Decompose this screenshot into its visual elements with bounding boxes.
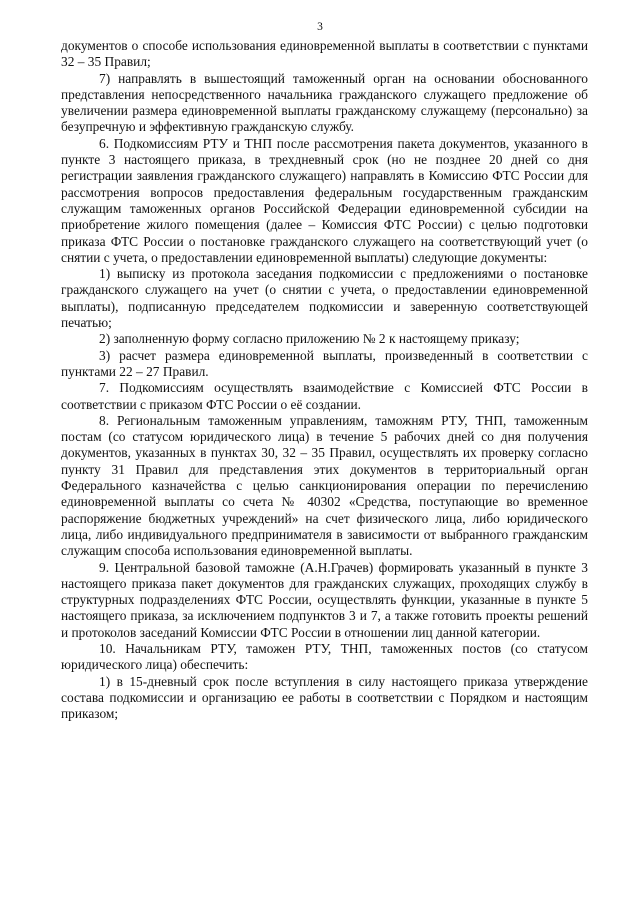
paragraph-section-9: 9. Центральной базовой таможне (А.Н.Грачев) формировать указанный в пункте 3 настоящего приказа пакет документов для гражданских служащих, проходящих службу в структурных подразделениях ФТС России, осуществлять функции, указанные в пункте 5 настоящего приказа, за исключением подпунктов 3 и 7, а также готовить проекты решений и протоколов заседаний Комиссии ФТС России в отношении лиц данной категории. xyxy=(61,559,588,640)
paragraph-item-2: 2) заполненную форму согласно приложению № 2 к настоящему приказу; xyxy=(99,331,520,347)
paragraph-section-6: 6. Подкомиссиям РТУ и ТНП после рассмотрения пакета документов, указанного в пункте 3 настоящего приказа, в трехдневный срок (но не позднее 20 дней со дня регистрации заявления гражданского служащего) направлять в Комиссию ФТС России для рассмотрения вопросов предоставления федеральным государственным гражданским служащим таможенных органов Российской Федерации единовременной субсидии на приобретение жилого помещения (далее – Комиссия ФТС России) с целью подготовки приказа ФТС России о постановке гражданского служащего на соответствующий учет (о снятии с учета, о предоставлении единовременной выплаты) следующие документы: xyxy=(61,135,588,265)
paragraph-item-1: 1) выписку из протокола заседания подкомиссии с предложениями о постановке гражданского служащего на учет (о снятии с учета, о предоставлении единовременной выплаты), подписанную председателем подкомиссии и заверенную соответствующей печатью; xyxy=(61,266,588,331)
paragraph-section-10: 10. Начальникам РТУ, таможен РТУ, ТНП, таможенных постов (со статусом юридического лица) обеспечить: xyxy=(61,640,588,673)
document-body xyxy=(61,38,588,722)
paragraph-item-1-section-10: 1) в 15-дневный срок после вступления в силу настоящего приказа утверждение состава подкомиссии и организацию ее работы в соответствии с Порядком и настоящим приказом; xyxy=(61,673,588,722)
paragraph-item-3: 3) расчет размера единовременной выплаты, произведенный в соответствии с пунктами 22 – 27 Правил. xyxy=(61,347,588,379)
paragraph-section-7: 7. Подкомиссиям осуществлять взаимодействие с Комиссией ФТС России в соответствии с приказом ФТС России о её создании. xyxy=(61,380,588,412)
paragraph-section-8: 8. Региональным таможенным управлениям, таможням РТУ, ТНП, таможенным постам (со статусом юридического лица) в течение 5 рабочих дней со дня получения документов, указанных в пунктах 30, 32 – 35 Правил, осуществлять их проверку согласно пункту 31 Правил для представления этих документов в территориальный орган Федерального казначейства с целью санкционирования операции по перечислению единовременной выплаты со счета № 40302 «Средства, поступающие во временное распоряжение бюджетных учреждений» на счет физического лица, либо юридического лица, либо индивидуального предпринимателя в зависимости от выбранного гражданским служащим способа использования единовременной выплаты. xyxy=(61,412,588,559)
paragraph-continuation: документов о способе использования единовременной выплаты в соответствии с пунктами 32 – 35 Правил; xyxy=(61,38,588,70)
page-number: 3 xyxy=(317,21,323,33)
paragraph-item-7: 7) направлять в вышестоящий таможенный орган на основании обоснованного представления непосредственного начальника гражданского служащего предложение об увеличении размера единовременной выплаты гражданскому служащему (персонально) за безупречную и эффективную гражданскую службу. xyxy=(61,70,588,135)
